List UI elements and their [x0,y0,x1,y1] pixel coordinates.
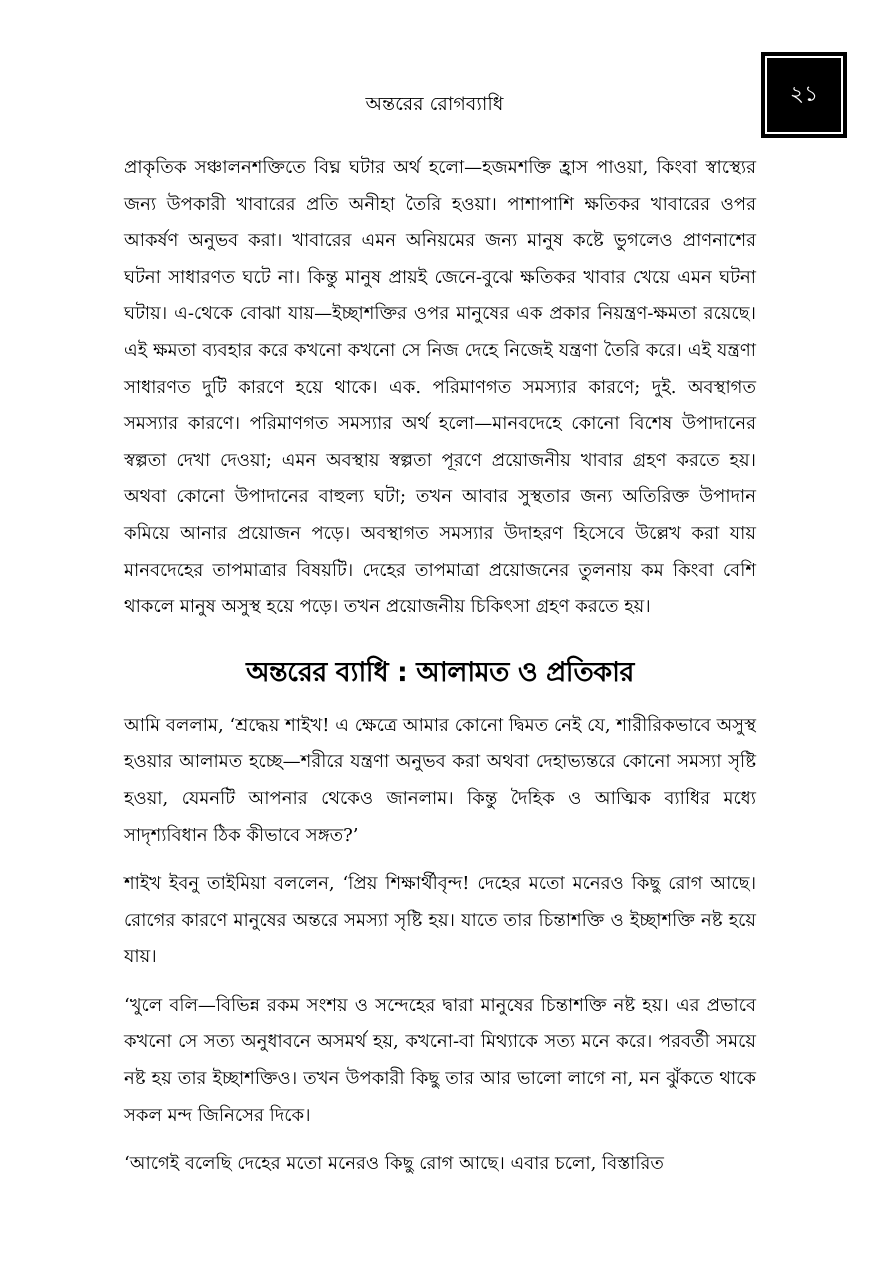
body-paragraph-3: শাইখ ইবনু তাইমিয়া বললেন, ‘প্রিয় শিক্ষার্থীবৃন্দ! দেহের মতো মনেরও কিছু রোগ আছে। রোগের কারণে মানুষের অন্তরে সমস্যা সৃষ্টি হয়। যাতে তার চিন্তাশক্তি ও ইচ্ছাশক্তি নষ্ট হয়ে যায়। [124,873,756,968]
body-paragraph-1: প্রাকৃতিক সঞ্চালনশক্তিতে বিঘ্ন ঘটার অর্থ হলো—হজমশক্তি হ্রাস পাওয়া, কিংবা স্বাস্থ্যের জন্য উপকারী খাবারের প্রতি অনীহা তৈরি হওয়া। পাশাপাশি ক্ষতিকর খাবারের ওপর আকর্ষণ অনুভব করা। খাবারের এমন অনিয়মের জন্য মানুষ কষ্টে ভুগলেও প্রাণনাশের ঘটনা সাধারণত ঘটে না। কিন্তু মানুষ প্রায়ই জেনে-বুঝে ক্ষতিকর খাবার খেয়ে এমন ঘটনা ঘটায়। এ-থেকে বোঝা যায়—ইচ্ছাশক্তির ওপর মানুষের এক প্রকার নিয়ন্ত্রণ-ক্ষমতা রয়েছে। এই ক্ষমতা ব্যবহার করে কখনো কখনো সে নিজ দেহে নিজেই যন্ত্রণা তৈরি করে। এই যন্ত্রণা সাধারণত দুটি কারণে হয়ে থাকে। এক. পরিমাণগত সমস্যার কারণে; দুই. অবস্থাগত সমস্যার কারণে। পরিমাণগত সমস্যার অর্থ হলো—মানবদেহে কোনো বিশেষ উপাদানের স্বল্পতা দেখা দেওয়া; এমন অবস্থায় স্বল্পতা পূরণে প্রয়োজনীয় খাবার গ্রহণ করতে হয়। অথবা কোনো উপাদানের বাহুল্য ঘটা; তখন আবার সুস্থতার জন্য অতিরিক্ত উপাদান কমিয়ে আনার প্রয়োজন পড়ে। অবস্থাগত সমস্যার উদাহরণ হিসেবে উল্লেখ করা যায় মানবদেহের তাপমাত্রার বিষয়টি। দেহের তাপমাত্রা প্রয়োজনের তুলনায় কম কিংবা বেশি থাকলে মানুষ অসুস্থ হয়ে পড়ে। তখন প্রয়োজনীয় চিকিৎসা গ্রহণ করতে হয়। [124,157,756,618]
body-paragraph-5: ‘আগেই বলেছি দেহের মতো মনেরও কিছু রোগ আছে। এবার চলো, বিস্তারিত [124,1153,664,1175]
page-number: ২১ [765,56,843,134]
section-heading: অন্তরের ব্যাধি : আলামত ও প্রতিকার [246,656,634,688]
running-header-title: অন্তরের রোগব্যাধি [365,93,504,115]
body-paragraph-4: ‘খুলে বলি—বিভিন্ন রকম সংশয় ও সন্দেহের দ্বারা মানুষের চিন্তাশক্তি নষ্ট হয়। এর প্রভাবে কখনো সে সত্য অনুধাবনে অসমর্থ হয়, কখনো-বা মিথ্যাকে সত্য মনে করে। পরবর্তী সময়ে নষ্ট হয় তার ইচ্ছাশক্তিও। তখন উপকারী কিছু তার আর ভালো লাগে না, মন ঝুঁকতে থাকে সকল মন্দ জিনিসের দিকে। [124,994,756,1126]
page-body [124,150,756,1183]
body-paragraph-2: আমি বললাম, ‘শ্রদ্ধেয় শাইখ! এ ক্ষেত্রে আমার কোনো দ্বিমত নেই যে, শারীরিকভাবে অসুস্থ হওয়ার আলামত হচ্ছে—শরীরে যন্ত্রণা অনুভব করা অথবা দেহাভ্যন্তরে কোনো সমস্যা সৃষ্টি হওয়া, যেমনটি আপনার থেকেও জানলাম। কিন্তু দৈহিক ও আত্মিক ব্যাধির মধ্যে সাদৃশ্যবিধান ঠিক কীভাবে সঙ্গত?’ [124,714,756,846]
